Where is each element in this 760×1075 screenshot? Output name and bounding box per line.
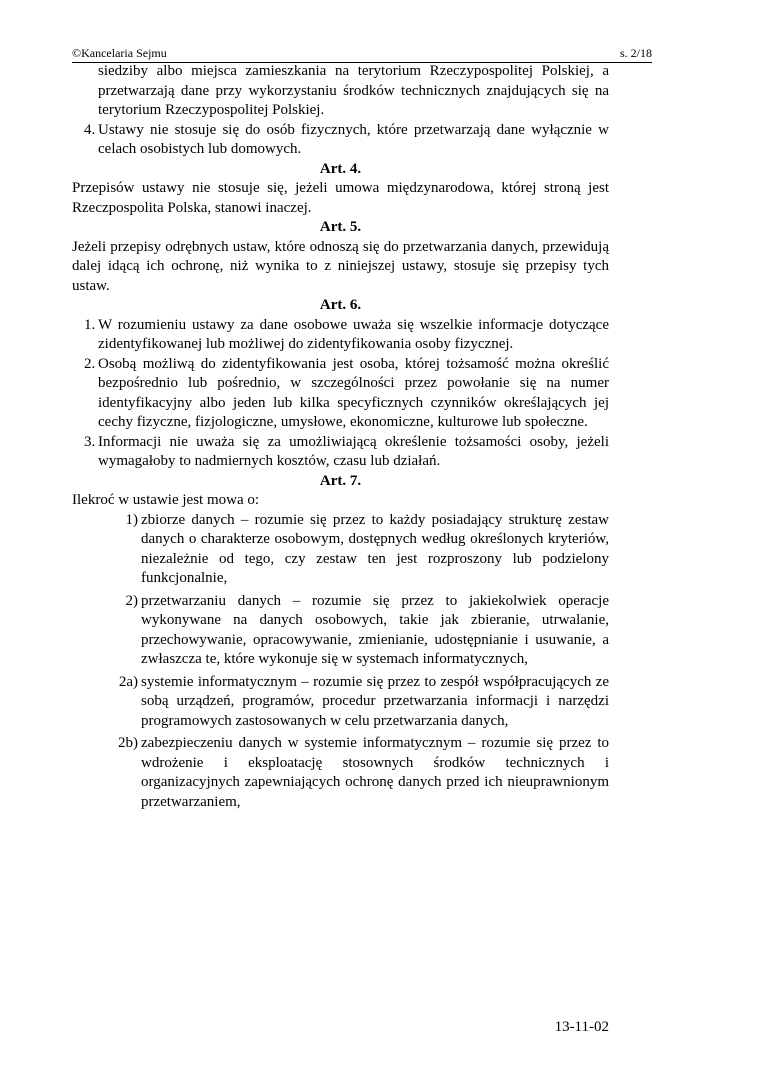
art7-point-1 — [72, 511, 609, 589]
art7-point-2a — [72, 673, 609, 732]
point-text: systemie informatycznym – rozumie się przez to zespół współpracujących ze sobą urządzeń, programów, procedur przetwarzania informacji i narzędzi programowych zastosowanych w celu przetwarzania danych, — [141, 673, 609, 729]
document-body — [72, 62, 609, 812]
point-text: przetwarzaniu danych – rozumie się przez to jakiekolwiek operacje wykonywane na danych osobowych, takie jak zbieranie, utrwalanie, przechowywanie, opracowywanie, zmienianie, udostępnianie i usuwanie, a zwłaszcza te, które wykonuje się w systemach informatycznych, — [141, 592, 609, 667]
item-text: Ustawy nie stosuje się do osób fizycznych, które przetwarzają dane wyłącznie w celach osobistych lub domowych. — [98, 121, 609, 157]
item-number: 2. — [84, 355, 96, 372]
item-number: 1. — [84, 316, 96, 333]
art7-intro: Ilekroć w ustawie jest mowa o: — [72, 492, 260, 508]
art6-item-2 — [72, 355, 609, 433]
item-text: W rozumieniu ustawy za dane osobowe uważa się wszelkie informacje dotyczące zidentyfikowanej lub możliwej do zidentyfikowania osoby fizycznej. — [98, 316, 609, 352]
page-header — [72, 46, 652, 63]
point-number: 2) — [125, 592, 138, 609]
item-number: 3. — [84, 433, 96, 450]
point-text: zbiorze danych – rozumie się przez to każdy posiadający strukturę zestaw danych o charakterze osobowym, dostępnych według określonych kryteriów, niezależnie od tego, czy zestaw ten jest rozproszony lub podzielony funkcjonalnie, — [141, 511, 609, 586]
point-number: 2b) — [118, 735, 138, 751]
item-number: 4. — [84, 121, 96, 138]
art4-title: Art. 4. — [319, 160, 362, 177]
point-number: 2a) — [118, 673, 138, 690]
item-text: Informacji nie uważa się za umożliwiającą określenie tożsamości osoby, jeżeli wymagałoby to nadmiernych kosztów, czasu lub działań. — [98, 433, 609, 469]
art7-point-2b — [72, 734, 609, 812]
continuation-paragraph: siedziby albo miejsca zamieszkania na terytorium Rzeczypospolitej Polskiej, a przetwarzają dane przy wykorzystaniu środków technicznych znajdujących się na terytorium Rzeczypospolitej Polskiej. — [98, 63, 609, 118]
art7-title: Art. 7. — [319, 472, 362, 489]
point-text: zabezpieczeniu danych w systemie informatycznym – rozumie się przez to wdrożenie i eksploatację stosownych środków technicznych i organizacyjnych zapewniających ochronę danych przed ich nieuprawnionym przetwarzaniem, — [141, 735, 609, 810]
page-number: s. 2/18 — [619, 46, 652, 60]
art3-item-4 — [72, 121, 609, 160]
art6-item-1 — [72, 316, 609, 355]
item-text: Osobą możliwą do zidentyfikowania jest osoba, której tożsamość można określić bezpośrednio lub pośrednio, w szczególności przez powołanie się na numer identyfikacyjny albo jeden lub kilka specyficznych czynników określających jej cechy fizyczne, fizjologiczne, umysłowe, ekonomiczne, kulturowe lub społeczne. — [98, 355, 609, 430]
art6-title: Art. 6. — [319, 297, 362, 313]
art5-title: Art. 5. — [319, 219, 362, 235]
art5-text: Jeżeli przepisy odrębnych ustaw, które odnoszą się do przetwarzania danych, przewidują dalej idącą ich ochronę, niż wynika to z niniejszej ustawy, stosuje się przepisy tych ustaw. — [72, 238, 609, 294]
document-date: 13-11-02 — [554, 1019, 609, 1035]
point-number: 1) — [125, 511, 138, 528]
art4-text: Przepisów ustawy nie stosuje się, jeżeli umowa międzynarodowa, której stroną jest Rzeczpospolita Polska, stanowi inaczej. — [72, 180, 609, 216]
publisher-label: ©Kancelaria Sejmu — [72, 46, 167, 60]
art6-item-3 — [72, 433, 609, 472]
art7-point-2 — [72, 592, 609, 670]
